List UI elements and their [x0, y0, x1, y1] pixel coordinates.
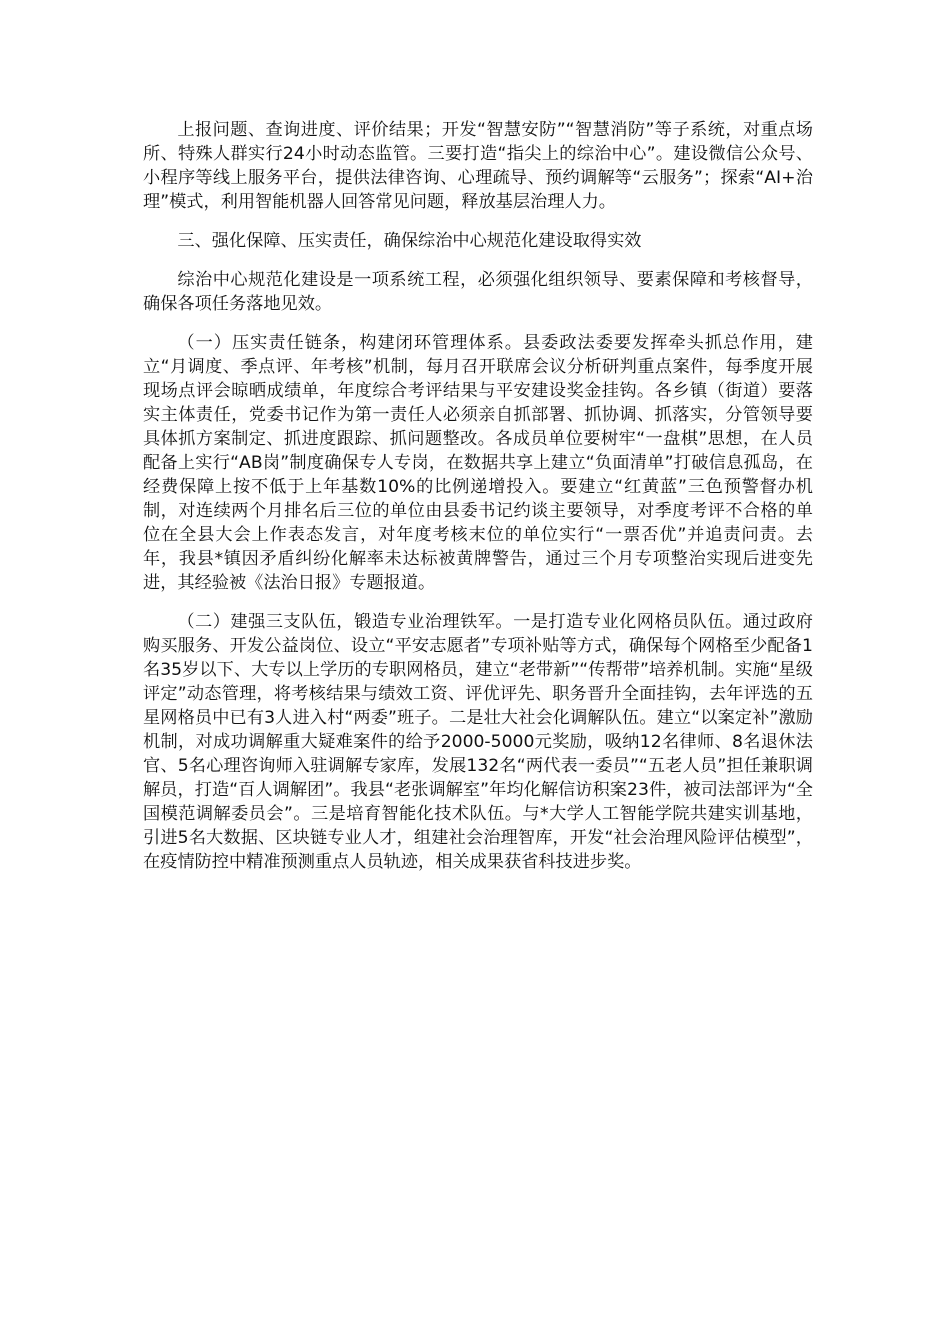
- paragraph-three-teams: （二）建强三支队伍，锻造专业治理铁军。一是打造专业化网格员队伍。通过政府购买服务、开发公益岗位、设立“平安志愿者”专项补贴等方式，确保每个网格至少配备1名35岁以下、大专以上学历的专职网格员，建立“老带新”“传帮带”培养机制。实施“星级评定”动态管理，将考核结果与绩效工资、评优评先、职务晋升全面挂钩，去年评选的五星网格员中已有3人进入村“两委”班子。二是壮大社会化调解队伍。建立“以案定补”激励机制，对成功调解重大疑难案件的给予2000-5000元奖励，吸纳12名律师、8名退休法官、5名心理咨询师入驻调解专家库，发展132名“两代表一委员”“五老人员”担任兼职调解员，打造“百人调解团”。我县“老张调解室”年均化解信访积案23件，被司法部评为“全国模范调解委员会”。三是培育智能化技术队伍。与*大学人工智能学院共建实训基地，引进5名大数据、区块链专业人才，组建社会治理智库，开发“社会治理风险评估模型”，在疫情防控中精准预测重点人员轨迹，相关成果获省科技进步奖。: [143, 612, 813, 872]
- section-heading: 三、强化保障、压实责任，确保综治中心规范化建设取得实效: [177, 231, 642, 251]
- paragraph-continuation: 上报问题、查询进度、评价结果；开发“智慧安防”“智慧消防”等子系统，对重点场所、特殊人群实行24小时动态监管。三要打造“指尖上的综治中心”。建设微信公众号、小程序等线上服务平台，提供法律咨询、心理疏导、预约调解等“云服务”；探索“AI+治理”模式，利用智能机器人回答常见问题，释放基层治理人力。: [143, 120, 813, 212]
- document-body: [143, 118, 813, 889]
- paragraph-intro: 综治中心规范化建设是一项系统工程，必须强化组织领导、要素保障和考核督导，确保各项任务落地见效。: [143, 270, 813, 314]
- paragraph-responsibility-chain: （一）压实责任链条，构建闭环管理体系。县委政法委要发挥牵头抓总作用，建立“月调度、季点评、年考核”机制，每月召开联席会议分析研判重点案件，每季度开展现场点评会晾晒成绩单，年度综合考评结果与平安建设奖金挂钩。各乡镇（街道）要落实主体责任，党委书记作为第一责任人必须亲自抓部署、抓协调、抓落实，分管领导要具体抓方案制定、抓进度跟踪、抓问题整改。各成员单位要树牢“一盘棋”思想，在人员配备上实行“AB岗”制度确保专人专岗，在数据共享上建立“负面清单”打破信息孤岛，在经费保障上按不低于上年基数10%的比例递增投入。要建立“红黄蓝”三色预警督办机制，对连续两个月排名后三位的单位由县委书记约谈主要领导，对季度考评不合格的单位在全县大会上作表态发言，对年度考核末位的单位实行“一票否优”并追责问责。去年，我县*镇因矛盾纠纷化解率未达标被黄牌警告，通过三个月专项整治实现后进变先进，其经验被《法治日报》专题报道。: [143, 333, 813, 593]
